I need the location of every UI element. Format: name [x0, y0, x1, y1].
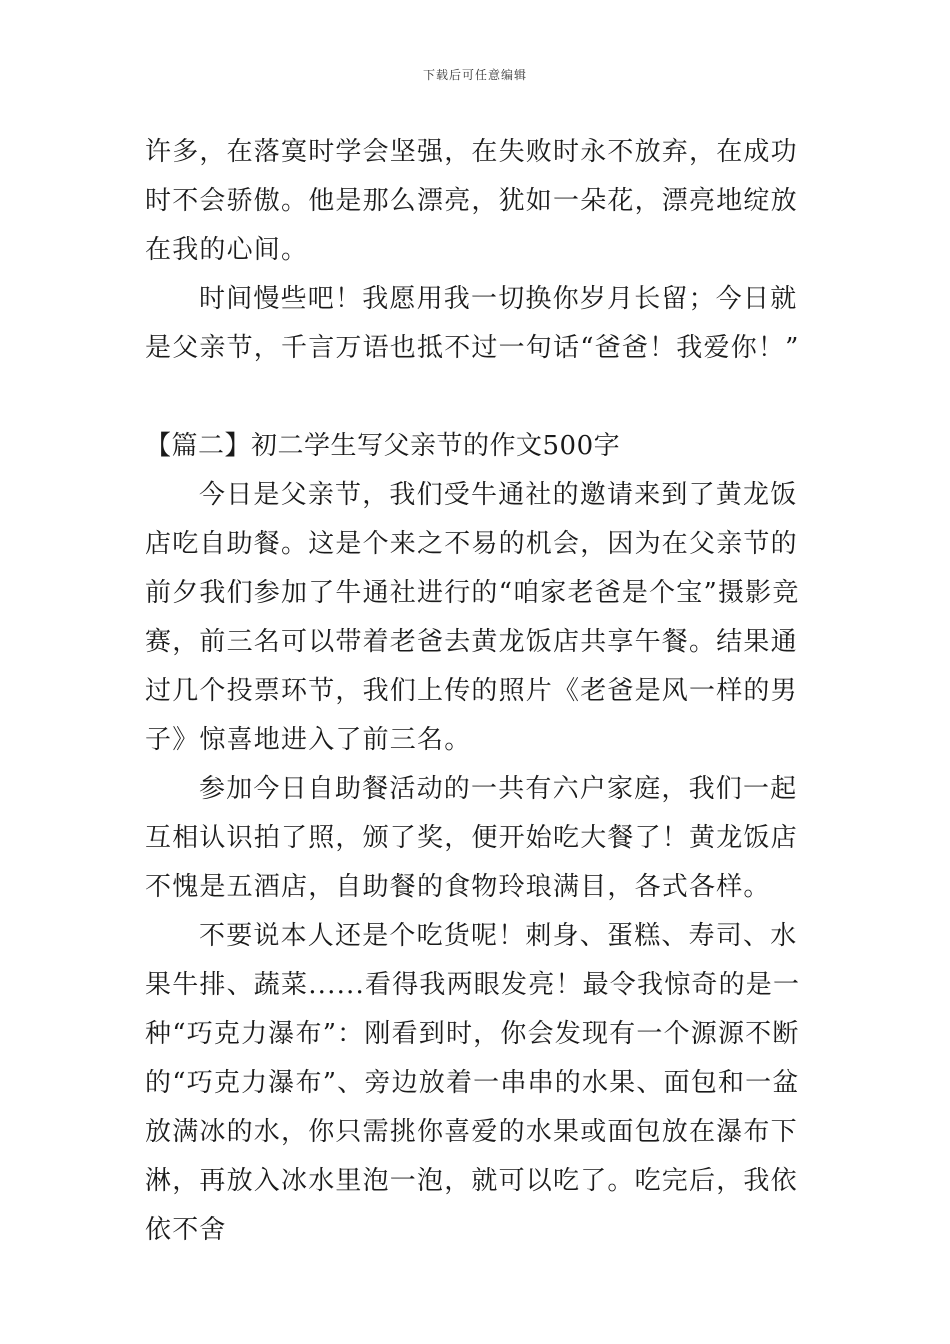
paragraph-closing: 时间慢些吧！我愿用我一切换你岁月长留；今日就是父亲节，千言万语也抵不过一句话“爸爸！我爱你！”	[145, 284, 800, 363]
section-title: 【篇二】初二学生写父亲节的作文500字	[145, 431, 621, 461]
paragraph-intro: 今日是父亲节，我们受牛通社的邀请来到了黄龙饭店吃自助餐。这是个来之不易的机会，因为在父亲节的前夕我们参加了牛通社进行的“咱家老爸是个宝”摄影竞赛，前三名可以带着老爸去黄龙饭店共享午餐。结果通过几个投票环节，我们上传的照片《老爸是风一样的男子》惊喜地进入了前三名。	[145, 480, 800, 755]
paragraph-activity: 参加今日自助餐活动的一共有六户家庭，我们一起互相认识拍了照，颁了奖，便开始吃大餐了！黄龙饭店不愧是五酒店，自助餐的食物玲琅满目，各式各样。	[145, 774, 798, 902]
document-body	[145, 128, 807, 1255]
header-note: 下载后可任意编辑	[422, 68, 527, 82]
paragraph-continued: 许多，在落寞时学会坚强，在失败时永不放弃，在成功时不会骄傲。他是那么漂亮，犹如一朵花，漂亮地绽放在我的心间。	[145, 137, 798, 265]
paragraph-food: 不要说本人还是个吃货呢！刺身、蛋糕、寿司、水果牛排、蔬菜......看得我两眼发亮！最令我惊奇的是一种“巧克力瀑布”：刚看到时，你会发现有一个源源不断的“巧克力瀑布”、旁边放着一串串的水果、面包和一盆放满冰的水，你只需挑你喜爱的水果或面包放在瀑布下淋，再放入冰水里泡一泡，就可以吃了。吃完后，我依依不舍	[145, 921, 801, 1245]
